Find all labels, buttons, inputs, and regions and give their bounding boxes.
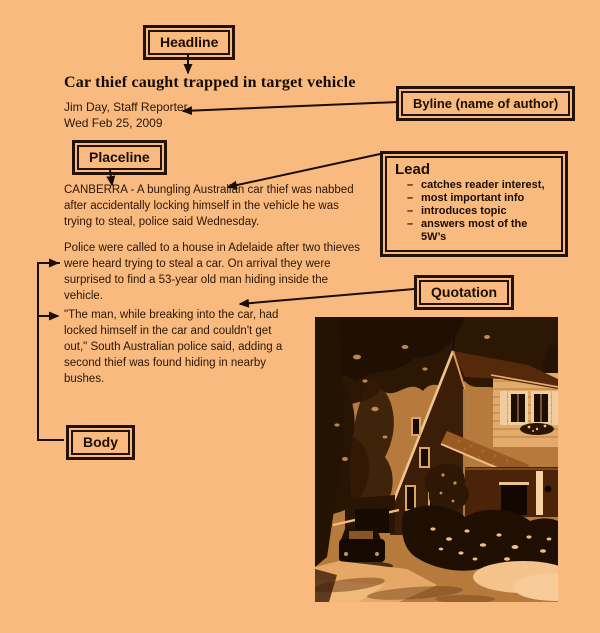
quote-line: bushes. <box>64 373 105 385</box>
body-line: Police were called to a house in Adelaide after two thieves <box>64 242 360 254</box>
quote-line: "The man, while breaking into the car, had <box>64 309 279 321</box>
lead-bullet-text: catches reader interest, <box>421 179 545 191</box>
body-line: were heard trying to steal a car. On arrival they were <box>64 258 331 270</box>
quote-line: locked himself in the car and couldn't get <box>64 325 272 337</box>
body-line: surprised to find a 53-year old man hiding inside the <box>64 274 329 286</box>
byline-label: Byline (name of author) <box>401 91 570 116</box>
body-label: Body <box>71 430 130 455</box>
body-bracket <box>38 263 64 440</box>
quote-line: second thief was found hiding in nearby <box>64 357 267 369</box>
lead-bullet <box>395 179 555 192</box>
body-line: vehicle. <box>64 290 103 302</box>
lead-bullet <box>395 205 555 218</box>
article-body-paragraph <box>64 240 360 304</box>
lead-label-content <box>385 156 563 252</box>
quotation-label: Quotation <box>419 280 509 305</box>
lead-line: CANBERRA - A bungling Australian car thief was nabbed <box>64 184 354 196</box>
lead-bullet-text: most important info <box>421 192 525 204</box>
byline-label-box <box>396 86 575 121</box>
headline-label: Headline <box>148 30 230 55</box>
bullet-dash: – <box>407 192 414 204</box>
lead-label-box <box>380 151 568 257</box>
placeline-label-box <box>72 140 167 175</box>
lead-bullet <box>395 218 555 244</box>
article-headline: Car thief caught trapped in target vehicle <box>64 74 356 91</box>
placeline-label: Placeline <box>77 145 162 170</box>
headline-label-box <box>143 25 235 60</box>
body-label-box <box>66 425 135 460</box>
quotation-label-box <box>414 275 514 310</box>
lead-line: trying to steal, police said Wednesday. <box>64 216 260 228</box>
bullet-dash: – <box>407 205 414 217</box>
article-byline <box>64 99 188 131</box>
article-quote-paragraph <box>64 307 282 387</box>
lead-bullet <box>395 192 555 205</box>
article-lead-paragraph <box>64 182 354 230</box>
lead-label-title: Lead <box>395 161 431 178</box>
quote-line: out," South Australian police said, adding a <box>64 341 283 353</box>
lead-line: after accidentally locking himself in the vehicle he was <box>64 200 339 212</box>
arrow-byline <box>183 102 398 111</box>
bullet-dash: – <box>407 179 414 191</box>
bullet-dash: – <box>407 218 414 230</box>
lead-bullet-text: introduces topic <box>421 205 507 217</box>
house-photo <box>315 317 558 602</box>
house-photo-illustration <box>315 317 558 602</box>
byline-date: Wed Feb 25, 2009 <box>64 116 163 130</box>
byline-author: Jim Day, Staff Reporter <box>64 100 188 114</box>
lead-bullet-text: answers most of the 5W’s <box>421 218 528 243</box>
